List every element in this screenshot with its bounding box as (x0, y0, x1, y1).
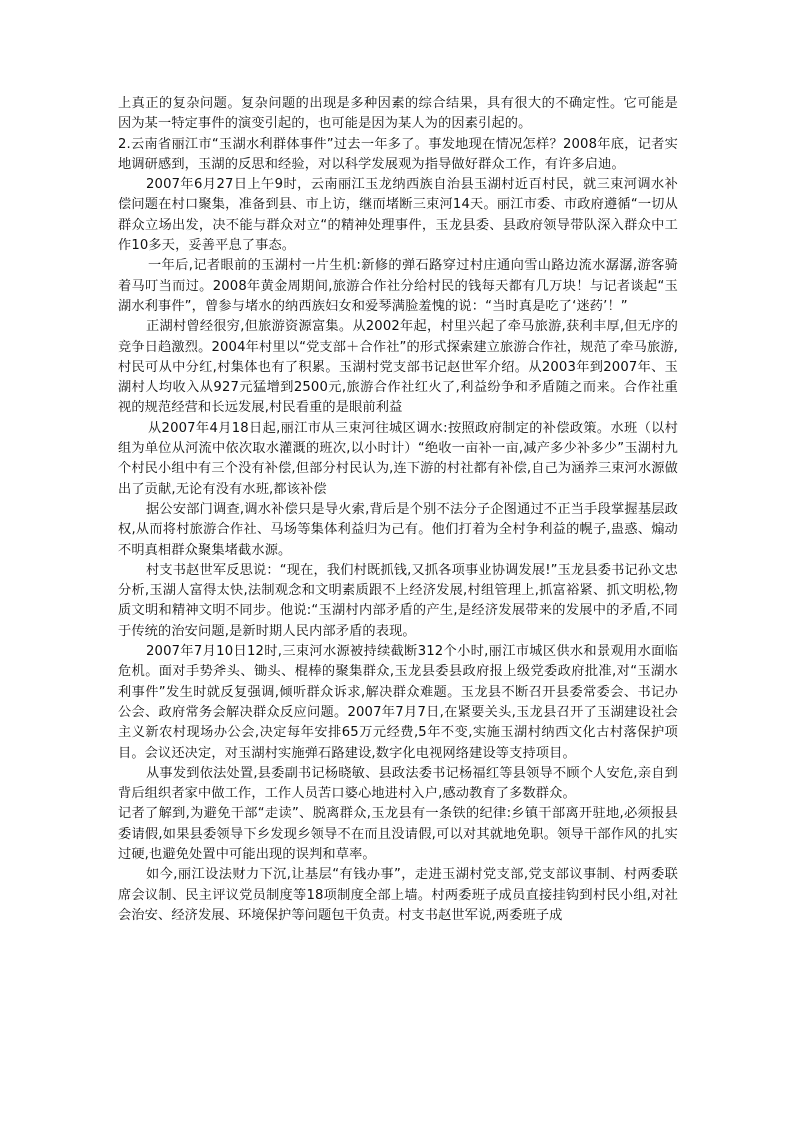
paragraph-2: 2.云南省丽江市“玉湖水利群体事件”过去一年多了。事发地现在情况怎样？2008年底，记者实地调研感到，玉湖的反思和经验，对以科学发展观为指导做好群众工作，有许多启迪。 (118, 136, 678, 172)
paragraph-3: 2007年6月27日上午9时，云南丽江玉龙纳西族自治县玉湖村近百村民，就三束河调水补偿问题在村口聚集，准备到县、市上访，继而堵断三束河14天。丽江市委、市政府遵循“一切从群众立场出发，决不能与群众对立“的精神处理事件，玉龙县委、县政府领导带队深入群众中工作10多天，妥善平息了事态。 (118, 177, 678, 254)
paragraph-7: 据公安部门调查,调水补偿只是导火索,背后是个别不法分子企图通过不正当手段掌握基层政权,从而将村旅游合作社、马场等集体利益归为己有。他们打着为全村争利益的幌子,蛊惑、煽动不明真相群众聚集堵截水源。 (118, 501, 678, 558)
paragraph-11: 记者了解到,为避免干部“走读”、脱离群众,玉龙县有一条铁的纪律:乡镇干部离开驻地,必须报县委请假,如果县委领导下乡发现乡领导不在而且没请假,可以对其就地免职。领导干部作风的扎实过硬,也避免处置中可能出现的误判和草率。 (118, 806, 678, 862)
paragraph-12: 如今,丽江设法财力下沉,让基层“有钱办事”，走进玉湖村党支部,党支部议事制、村两委联席会议制、民主评议党员制度等18项制度全部上墙。村两委班子成员直接挂钩到村民小组,对社会治安、经济发展、环境保护等问题包干负责。村支书赵世军说,两委班子成 (118, 867, 678, 923)
paragraph-4: 一年后,记者眼前的玉湖村一片生机:新修的弹石路穿过村庄通向雪山路边流水潺潺,游客骑着马叮当而过。2008年黄金周期间,旅游合作社分给村民的钱每天都有几万块！与记者谈起“玉湖水利事件”，曾参与堵水的纳西族妇女和爱琴满脸羞愧的说：“当时真是吃了‘迷药’！” (118, 258, 678, 314)
paragraph-10: 从事发到依法处置,县委副书记杨晓敏、县政法委书记杨福红等县领导不顾个人安危,亲自到背后组织者家中做工作，工作人员苦口婆心地进村入户,感动教育了多数群众。 (118, 765, 678, 802)
paragraph-8: 村支书赵世军反思说：“现在，我们村既抓钱,又抓各项事业协调发展!”玉龙县委书记孙文忠分析,玉湖人富得太快,法制观念和文明素质跟不上经济发展,村组管理上,抓富裕紧、抓文明松,物质文明和精神文明不同步。他说:“玉湖村内部矛盾的产生,是经济发展带来的发展中的矛盾,不同于传统的治安问题,是新时期人民内部矛盾的表现。 (118, 562, 678, 639)
paragraph-6: 从2007年4月18日起,丽江市从三束河往城区调水:按照政府制定的补偿政策。水班（以村组为单位从河流中依次取水灌溉的班次,以小时计）“绝收一亩补一亩,减产多少补多少”玉湖村九个村民小组中有三个没有补偿,但部分村民认为,连下游的村社都有补偿,自己为涵养三束河水源做出了贡献,无论有没有水班,都该补偿 (118, 420, 678, 497)
paragraph-9: 2007年7月10日12时,三束河水源被持续截断312个小时,丽江市城区供水和景观用水面临危机。面对手势斧头、锄头、棍棒的聚集群众,玉龙县委县政府报上级党委政府批准,对“玉湖水利事件”发生时就反复强调,倾听群众诉求,解决群众难题。玉龙县不断召开县委常委会、书记办公会、政府常务会解决群众反应问题。2007年7月7日,在紧要关头,玉龙县召开了玉湖建设社会主义新农村现场办公会,决定每年安排65万元经费,5年不变,实施玉湖村纳西文化古村落保护项目。会议还决定，对玉湖村实施弹石路建设,数字化电视网络建设等支持项目。 (118, 644, 678, 761)
paragraph-1: 上真正的复杂问题。复杂问题的出现是多种因素的综合结果，具有很大的不确定性。它可能是因为某一特定事件的演变引起的，也可能是因为某人为的因素引起的。 (118, 96, 678, 132)
document-page (118, 94, 678, 926)
paragraph-5: 正湖村曾经很穷,但旅游资源富集。从2002年起，村里兴起了牵马旅游,获利丰厚,但无序的竞争日趋激烈。2004年村里以“党支部＋合作社”的形式探索建立旅游合作社，规范了牵马旅游,村民可从中分红,村集体也有了积累。玉湖村党支部书记赵世军介绍。从2003年到2007年、玉湖村人均收入从927元猛增到2500元,旅游合作社红火了,利益纷争和矛盾随之而来。合作社重视的规范经营和长远发展,村民看重的是眼前利益 (118, 319, 678, 416)
